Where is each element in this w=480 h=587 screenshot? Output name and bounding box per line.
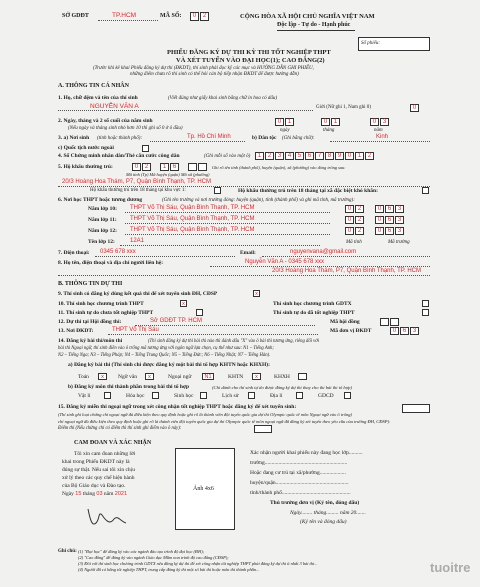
- so-value: TP.HCM: [112, 12, 137, 19]
- subject-khxh-label: KHXH: [274, 374, 290, 380]
- subject-language-checkbox[interactable]: N1: [202, 373, 214, 380]
- province-code-2: 2: [142, 163, 151, 171]
- q13-code-label: Mã đơn vị ĐKDT: [330, 328, 372, 334]
- so-phieu-label: Số phiếu:: [361, 41, 381, 46]
- component-subject-label: Hóa học: [126, 393, 145, 399]
- commit-text3: đúng sự thật. Nếu sai tôi xin chịu: [62, 467, 135, 473]
- commit-text1: Tôi xin cam đoan những lời: [74, 451, 136, 457]
- id-digit: 2: [265, 152, 274, 160]
- date-prefix: Ngày: [62, 491, 74, 497]
- q14-hint3: N2 – Tiếng Nga; N3 – Tiếng Pháp; N4 – Tiếng Trung Quốc; N5 – Tiếng Đức; N6 – Tiếng Nhật; N7 – Tiếng Hàn).: [58, 353, 271, 358]
- q5-code-labels: Mã tỉnh (Tp) Mã huyện (quận) Mã xã (phường): [126, 172, 210, 177]
- subject-math-checkbox[interactable]: x: [98, 373, 107, 380]
- q12-code-2: [390, 318, 399, 326]
- q3a-label: 3. a) Nơi sinh: [58, 135, 90, 141]
- province-code-1: 0: [132, 163, 141, 171]
- title-note2: những điểm chưa rõ thí sinh có thể hỏi cán bộ tiếp nhận ĐKDT để được hướng dẫn): [130, 72, 299, 77]
- ethnicity-value: Kinh: [376, 134, 389, 140]
- contact-address-value: 20/3 Hoàng Hoa Thám, P7, Quận Bình Thạnh, TP. HCM: [272, 268, 421, 274]
- commit-date: [62, 491, 127, 498]
- id-digit: 5: [295, 152, 304, 160]
- date-month: 03: [96, 491, 103, 497]
- dob-d2: 1: [285, 118, 294, 126]
- ward-code-1: [188, 163, 197, 171]
- class-label: Tên lớp 12:: [88, 239, 115, 245]
- q12-code-label: Mã hội đồng: [330, 319, 360, 325]
- q5-label: 5. Hộ khẩu thường trú:: [58, 164, 113, 170]
- id-digit: 3: [275, 152, 284, 160]
- q14-hint1: (Thí sinh đăng ký dự thi bài thi nào thì đánh dấu "X" vào ô bài thi tương ứng, riêng đối với: [148, 339, 320, 344]
- q14b-hint: (Chỉ dành cho thí sinh tự do được đăng ký dự thi thay cho thi bài thi tổ hợp): [212, 385, 353, 390]
- q13-code-2: 6: [400, 327, 409, 335]
- q15-cert-box[interactable]: [402, 404, 430, 413]
- q1-hint: (Viết đúng như giấy khai sinh bằng chữ in hoa có dấu): [168, 96, 278, 101]
- q10-label: 10. Thí sinh học chương trình THPT: [58, 301, 144, 307]
- address-value: 20/3 Hoàng Hoa Thám, P7, Quận Bình Thạnh, TP. HCM: [62, 179, 211, 185]
- date-day: 15: [75, 491, 82, 497]
- component-subject-label: Sinh học: [174, 393, 194, 399]
- district-code-1: 1: [160, 163, 169, 171]
- hk1-checkbox[interactable]: [214, 187, 221, 194]
- q15-hint2: chỉ ngoại ngữ đủ điều kiện theo quy định hoặc ghi rõ là thành viên đội tuyển quốc gia dự thi Olympic quốc tế môn ngoại ngữ đã đăng ký xét tuyển theo yêu cầu của trường ĐH, CĐSP):: [58, 419, 391, 424]
- school-province-code: 2: [355, 205, 364, 213]
- subject-language-label: Ngoại ngữ: [168, 374, 192, 380]
- title-note1: (Trước khi kê khai Phiếu đăng ký dự thi (ĐKDT), thí sinh phải đọc kỹ các mục và HƯỚNG DẪN GHI PHIẾU,: [93, 66, 314, 71]
- footnote-3: (3) Đối với thí sinh học chương trình GDTX nếu đăng ký dự thi để xét công nhận tốt nghiệp THPT phải đăng ký dự thi ít nhất 3 bài thi...: [78, 561, 318, 566]
- subject-khtn-checkbox[interactable]: x: [252, 373, 261, 380]
- school-year-label: Năm lớp 11:: [88, 217, 117, 223]
- school-code: 3: [395, 205, 404, 213]
- id-digit: 2: [365, 152, 374, 160]
- component-subject-label: Địa lí: [270, 393, 283, 399]
- subject-literature-label: Ngữ văn: [118, 374, 138, 380]
- q13-code-1: 0: [390, 327, 399, 335]
- school-code: 0: [375, 205, 384, 213]
- footnote-label: Ghi chú:: [58, 549, 77, 554]
- q3b-hint: (Ghi bằng chữ):: [282, 136, 315, 141]
- school-province-code: 0: [345, 227, 354, 235]
- q5-hint: Ghi rõ tên tỉnh (thành phố), huyện (quận), xã (phường) vào dòng trống sau:: [212, 165, 346, 170]
- id-digit: 1: [255, 152, 264, 160]
- school-year-label: Năm lớp 10:: [88, 206, 118, 212]
- dob-d1: 0: [275, 118, 284, 126]
- subject-math-label: Toán: [78, 374, 89, 380]
- q12-value: Sở GDĐT TP. HCM: [150, 318, 202, 324]
- confirm-line7: Ngày........ tháng......... năm 20.......: [290, 510, 366, 516]
- commit-text4: xử lý theo các quy chế hiện hành: [62, 475, 135, 481]
- q13-label: 13. Nơi ĐKDT:: [58, 328, 94, 334]
- maso-digit-2: 2: [200, 12, 209, 21]
- motto: Độc lập - Tự do - Hạnh phúc: [277, 22, 351, 28]
- confirm-line6: Thủ trưởng đơn vị (Ký tên, đóng dấu): [270, 500, 360, 506]
- school-code: 3: [395, 216, 404, 224]
- contact-label: 8. Họ tên, điện thoại và địa chỉ người liên hệ:: [58, 260, 164, 266]
- phone-label: 7. Điện thoại:: [58, 250, 90, 256]
- component-subject-label: GDCD: [318, 393, 334, 399]
- date-year-label: năm: [103, 491, 114, 497]
- watermark-logo: tuoitre: [430, 560, 471, 575]
- title-line1: PHIẾU ĐĂNG KÝ DỰ THI KỲ THI TỐT NGHIỆP THPT: [167, 49, 331, 56]
- q12-line: [135, 325, 315, 326]
- component-subject-checkbox[interactable]: [104, 392, 111, 399]
- gender-box: 0: [410, 104, 419, 112]
- footnote-4: (4) Người đã có bằng tốt nghiệp THPT, trung cấp đăng ký thi một số bài thi hoặc môn thi thành phần...: [78, 567, 260, 572]
- name-value: NGUYỄN VĂN A: [90, 103, 139, 110]
- q11b-label: Thí sinh tự do đã tốt nghiệp THPT: [273, 310, 355, 316]
- hk2-label: Hộ khẩu thường trú trên 18 tháng tại xã đặc biệt khó khăn:: [238, 188, 378, 194]
- school-code: 6: [385, 216, 394, 224]
- dob-y1: 0: [370, 118, 379, 126]
- school-province-code: 2: [355, 227, 364, 235]
- school-name: THPT Võ Thị Sáu, Quận Bình Thạnh, TP. HCM: [130, 216, 255, 222]
- school-code: 0: [375, 227, 384, 235]
- birthplace-value: Tp. Hồ Chí Minh: [187, 134, 231, 140]
- contact-line: [210, 266, 430, 267]
- name-line: [58, 110, 313, 111]
- id-digit: 8: [325, 152, 334, 160]
- q3c-label: c) Quốc tịch nước ngoài: [58, 145, 114, 151]
- dob-year-label: năm: [374, 128, 383, 133]
- contact-address-line: [58, 275, 430, 276]
- school-name: THPT Võ Thị Sáu, Quận Bình Thạnh, TP. HCM: [130, 227, 255, 233]
- q14-label: 14. Đăng ký bài thi/môn thi: [58, 338, 123, 344]
- phone-line: [95, 256, 235, 257]
- country-name: CỘNG HÒA XÃ HỘI CHỦ NGHĨA VIỆT NAM: [240, 13, 375, 20]
- foreign-nationality-checkbox[interactable]: [142, 145, 149, 152]
- q11-label: 11. Thí sinh tự do chưa tốt nghiệp THPT: [58, 310, 154, 316]
- q3b-label: b) Dân tộc: [252, 135, 277, 141]
- photo-label: Ảnh 4x6: [193, 486, 214, 492]
- motto-underline: [277, 30, 355, 31]
- q2-hint: (Nếu ngày và tháng sinh nhỏ hơn 10 thì ghi số 0 ở ô đầu): [68, 126, 183, 131]
- id-digit: 6: [305, 152, 314, 160]
- dob-day-label: ngày: [280, 128, 290, 133]
- q15-hint1: (Thí sinh ghi loại chứng chỉ ngoại ngữ đủ điều kiện theo quy định hoặc ghi rõ là thành viên đội tuyển quốc gia dự thi Olympic quốc tế môn Ngoại ngữ vào ô trống): [58, 412, 353, 417]
- so-phieu-box: [358, 37, 430, 51]
- q9-checkbox[interactable]: x: [253, 290, 260, 297]
- hk2-checkbox[interactable]: [422, 187, 429, 194]
- q6-label: 6. Nơi học THPT hoặc tương đương: [58, 197, 143, 203]
- q6-hint: (Ghi tên trường và nơi trường đóng: huyện (quận), tỉnh (thành phố) và ghi mã tỉnh, mã trường):: [162, 198, 355, 203]
- subject-khtn-label: KHTN: [228, 374, 244, 380]
- q1-label: 1. Họ, chữ đệm và tên của thí sinh: [58, 95, 138, 101]
- id-digit: 0: [345, 152, 354, 160]
- commit-title: CAM ĐOAN VÀ XÁC NHẬN: [74, 440, 152, 446]
- school-line: [125, 223, 330, 224]
- component-subject-checkbox[interactable]: [296, 392, 303, 399]
- school-name: THPT Võ Thị Sáu, Quận Bình Thạnh, TP. HCM: [130, 205, 255, 211]
- footnote-2: (2) "Cao đẳng" để đăng ký vào ngành Giáo dục Mầm non trình độ cao đẳng (CĐSP);: [78, 555, 229, 560]
- date-year: 2021: [114, 491, 128, 497]
- school-code: 0: [375, 216, 384, 224]
- section-b-title: B. THÔNG TIN DỰ THI: [58, 281, 123, 287]
- school-line: [125, 212, 330, 213]
- contact-value: Nguyễn Văn A - 0345 678 xxx: [245, 259, 325, 265]
- maso-label: MÃ SỐ:: [160, 13, 182, 19]
- q4-label: 4. Số Chứng minh nhân dân/Thẻ căn cước công dân: [58, 153, 180, 159]
- component-subject-checkbox[interactable]: [248, 392, 255, 399]
- email-line: [262, 256, 430, 257]
- id-digit: 1: [355, 152, 364, 160]
- dob-m2: 1: [331, 118, 340, 126]
- so-label: SỞ GDĐT: [62, 13, 89, 19]
- so-underline: [98, 20, 158, 21]
- class-value: 12A1: [130, 238, 145, 244]
- confirm-line4: huyện/quận.....................................................: [250, 480, 349, 486]
- q10b-checkbox[interactable]: [422, 300, 429, 307]
- school-year-label: Năm lớp 12:: [88, 228, 118, 234]
- school-code: 6: [385, 227, 394, 235]
- school-province-code: 0: [345, 205, 354, 213]
- email-label: Email:: [240, 250, 256, 256]
- q14-hint2: bài thi Ngoại ngữ, thí sinh điền vào ô trống mã tương ứng với ngôn ngữ lựa chọn, cụ thể như sau: N1 – Tiếng Anh;: [58, 346, 274, 351]
- id-digit: 7: [315, 152, 324, 160]
- district-code-2: 6: [170, 163, 179, 171]
- id-digit: 4: [285, 152, 294, 160]
- photo-box: [175, 448, 235, 530]
- email-value: nguyenvana@gmail.com: [290, 249, 357, 255]
- component-subject-checkbox[interactable]: [152, 392, 159, 399]
- signature-image: [84, 505, 132, 531]
- q13-value: THPT Võ Thị Sáu: [112, 327, 159, 333]
- confirm-line5: tỉnh/thành phố..................................................: [250, 490, 351, 496]
- q15-score-box[interactable]: [254, 425, 272, 433]
- province-code-label: Mã tỉnh: [346, 240, 362, 245]
- commit-text2: khai trong Phiếu ĐKDT này là: [62, 459, 130, 465]
- q13-code-3: 3: [410, 327, 419, 335]
- subject-khxh-checkbox[interactable]: [298, 373, 307, 380]
- q9-label: 9. Thí sinh có đăng ký dùng kết quả thi để xét tuyển sinh ĐH, CĐSP: [58, 291, 218, 297]
- q2-label: 2. Ngày, tháng và 2 số cuối của năm sinh: [58, 118, 153, 124]
- school-line: [125, 234, 330, 235]
- q15-label: 15. Đăng ký miễn thi ngoại ngữ trong xét công nhận tốt nghiệp THPT hoặc đăng ký để xét tuyển sinh:: [58, 404, 297, 410]
- title-line2: VÀ XÉT TUYỂN VÀO ĐẠI HỌC(1); CAO ĐẲNG(2): [176, 57, 325, 64]
- school-code-label: Mã trường: [388, 240, 410, 245]
- section-a-title: A. THÔNG TIN CÁ NHÂN: [58, 83, 129, 89]
- confirm-line3: Hoặc đang cư trú tại xã/phường...................: [250, 470, 346, 476]
- subject-literature-checkbox[interactable]: x: [145, 373, 154, 380]
- q15-hint3: Điểm thi (Nếu chứng chỉ có điểm thì thí sinh ghi điểm vào ô này):: [58, 426, 182, 431]
- component-subject-label: Vật lí: [78, 393, 91, 399]
- school-code: 3: [395, 227, 404, 235]
- commit-text5: của Bộ Giáo dục và Đào tạo.: [62, 483, 126, 489]
- maso-digit-1: 0: [190, 12, 199, 21]
- school-province-code: 2: [355, 216, 364, 224]
- school-province-code: 0: [345, 216, 354, 224]
- q10b-label: Thí sinh học chương trình GDTX: [273, 301, 352, 307]
- date-month-label: tháng: [82, 491, 96, 497]
- address-line: [58, 186, 430, 187]
- dob-y2: 3: [380, 118, 389, 126]
- component-subject-label: Lịch sử: [222, 393, 239, 399]
- id-digit: 9: [335, 152, 344, 160]
- q11-checkbox[interactable]: [196, 309, 203, 316]
- birthplace-line: [150, 141, 245, 142]
- phone-value: 0345 678 xxx: [100, 249, 136, 255]
- q11b-checkbox[interactable]: [422, 309, 429, 316]
- ward-code-2: [198, 163, 207, 171]
- school-code: 6: [385, 205, 394, 213]
- q12-code-1: [380, 318, 389, 326]
- confirm-line2: trường............................................................: [250, 460, 348, 466]
- q14b-label: b) Đăng ký môn thi thành phần trong bài thi tổ hợp: [68, 384, 190, 390]
- q3a-hint: (tỉnh hoặc thành phố):: [97, 136, 143, 141]
- dob-month-label: tháng: [323, 128, 335, 133]
- hk1-label: Hộ khẩu thường trú trên 18 tháng tại khu vực 1:: [90, 188, 186, 193]
- ethnicity-line: [330, 141, 430, 142]
- dob-m1: 0: [321, 118, 330, 126]
- confirm-line1: Xác nhận người khai phiếu này đang học lớp..........: [250, 450, 363, 456]
- q13-line: [108, 334, 318, 335]
- q14a-label: a) Đăng ký bài thi (Thí sinh chỉ được đăng ký một bài thi tổ hợp KHTN hoặc KHXH):: [68, 362, 270, 368]
- gender-label: Giới (Nữ ghi 1, Nam ghi 0): [316, 105, 371, 110]
- component-subject-checkbox[interactable]: [344, 392, 351, 399]
- q12-label: 12. Dự thi tại Hội đồng thi:: [58, 319, 122, 325]
- component-subject-checkbox[interactable]: [200, 392, 207, 399]
- class-line: [120, 245, 320, 246]
- confirm-line8: (Ký tên và đóng dấu): [300, 519, 347, 525]
- q10-checkbox[interactable]: x: [180, 300, 187, 307]
- footnote-1: (1) "Đại học" để đăng ký vào các ngành đào tạo trình độ đại học (ĐH);: [78, 549, 205, 554]
- q4-hint: (Ghi mỗi số vào một ô): [204, 154, 251, 159]
